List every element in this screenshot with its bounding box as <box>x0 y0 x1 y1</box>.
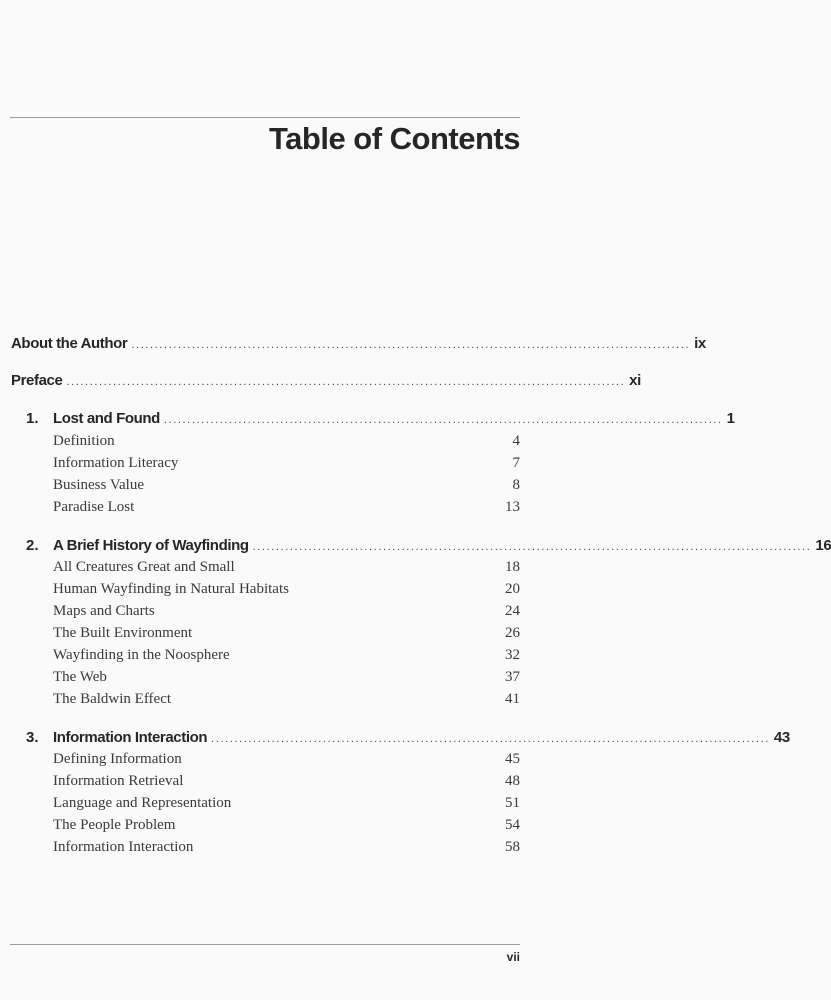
toc-section[interactable] <box>0 669 598 691</box>
toc-entry-label: Preface <box>11 372 63 389</box>
chapter-title: Information Interaction <box>53 729 208 746</box>
toc-chapter-3[interactable] <box>0 729 790 751</box>
page-number: vii <box>506 950 520 964</box>
top-rule <box>10 117 520 118</box>
section-page: 54 <box>505 817 520 833</box>
section-page: 26 <box>505 625 520 641</box>
dot-leader: ........................................................................................................................ <box>252 541 812 553</box>
section-title: Definition <box>53 433 115 449</box>
section-title: Paradise Lost <box>53 499 135 515</box>
section-title: The Baldwin Effect <box>53 691 172 707</box>
section-title: Information Literacy <box>53 455 179 471</box>
toc-section[interactable] <box>0 773 598 795</box>
chapter-page: 1 <box>726 410 735 427</box>
dot-leader: ........................................................................................................................ <box>211 733 770 745</box>
page-title: Table of Contents <box>269 121 520 156</box>
toc-section[interactable] <box>0 691 598 713</box>
dot-leader: ........................................................................................................................ <box>131 339 691 351</box>
toc-entry-page: xi <box>629 372 641 389</box>
section-title: Human Wayfinding in Natural Habitats <box>53 581 289 597</box>
section-title: The Web <box>53 669 107 685</box>
toc-chapter-2[interactable] <box>0 537 831 559</box>
section-title: Language and Representation <box>53 795 232 811</box>
section-page: 32 <box>505 647 520 663</box>
toc-entry-preface[interactable] <box>0 372 641 394</box>
section-title: The Built Environment <box>53 625 193 641</box>
section-page: 4 <box>512 433 520 449</box>
toc-section[interactable] <box>0 795 598 817</box>
toc-entry-label: About the Author <box>11 335 128 352</box>
chapter-number: 2. <box>26 537 39 554</box>
bottom-rule <box>10 944 520 945</box>
chapter-title: A Brief History of Wayfinding <box>53 537 249 554</box>
section-page: 48 <box>505 773 520 789</box>
toc-section[interactable] <box>0 477 598 499</box>
section-title: All Creatures Great and Small <box>53 559 235 575</box>
chapter-number: 3. <box>26 729 39 746</box>
chapter-page: 16 <box>815 537 831 554</box>
section-page: 41 <box>505 691 520 707</box>
section-title: The People Problem <box>53 817 176 833</box>
section-page: 8 <box>512 477 520 493</box>
toc-entry-page: ix <box>694 335 706 352</box>
chapter-page: 43 <box>773 729 790 746</box>
dot-leader: ........................................................................................................................ <box>163 414 723 426</box>
section-page: 45 <box>505 751 520 767</box>
chapter-number: 1. <box>26 410 39 427</box>
section-title: Information Retrieval <box>53 773 184 789</box>
section-title: Information Interaction <box>53 839 194 855</box>
toc-section[interactable] <box>0 581 598 603</box>
toc-section[interactable] <box>0 647 598 669</box>
section-page: 18 <box>505 559 520 575</box>
toc-chapter-1[interactable] <box>0 410 735 432</box>
toc-section[interactable] <box>0 817 598 839</box>
toc-entry-about-author[interactable] <box>0 335 706 357</box>
section-page: 24 <box>505 603 520 619</box>
section-page: 37 <box>505 669 520 685</box>
section-title: Wayfinding in the Noosphere <box>53 647 230 663</box>
section-title: Defining Information <box>53 751 182 767</box>
section-page: 51 <box>505 795 520 811</box>
dot-leader: ........................................................................................................................ <box>66 376 626 388</box>
toc-section[interactable] <box>0 455 598 477</box>
toc-section[interactable] <box>0 433 598 455</box>
section-title: Maps and Charts <box>53 603 155 619</box>
chapter-title: Lost and Found <box>53 410 160 427</box>
toc-section[interactable] <box>0 499 598 521</box>
section-page: 13 <box>505 499 520 515</box>
toc-section[interactable] <box>0 839 598 861</box>
toc-section[interactable] <box>0 559 598 581</box>
toc-section[interactable] <box>0 751 598 773</box>
section-title: Business Value <box>53 477 144 493</box>
toc-section[interactable] <box>0 625 598 647</box>
toc-section[interactable] <box>0 603 598 625</box>
section-page: 58 <box>505 839 520 855</box>
section-page: 20 <box>505 581 520 597</box>
section-page: 7 <box>512 455 520 471</box>
